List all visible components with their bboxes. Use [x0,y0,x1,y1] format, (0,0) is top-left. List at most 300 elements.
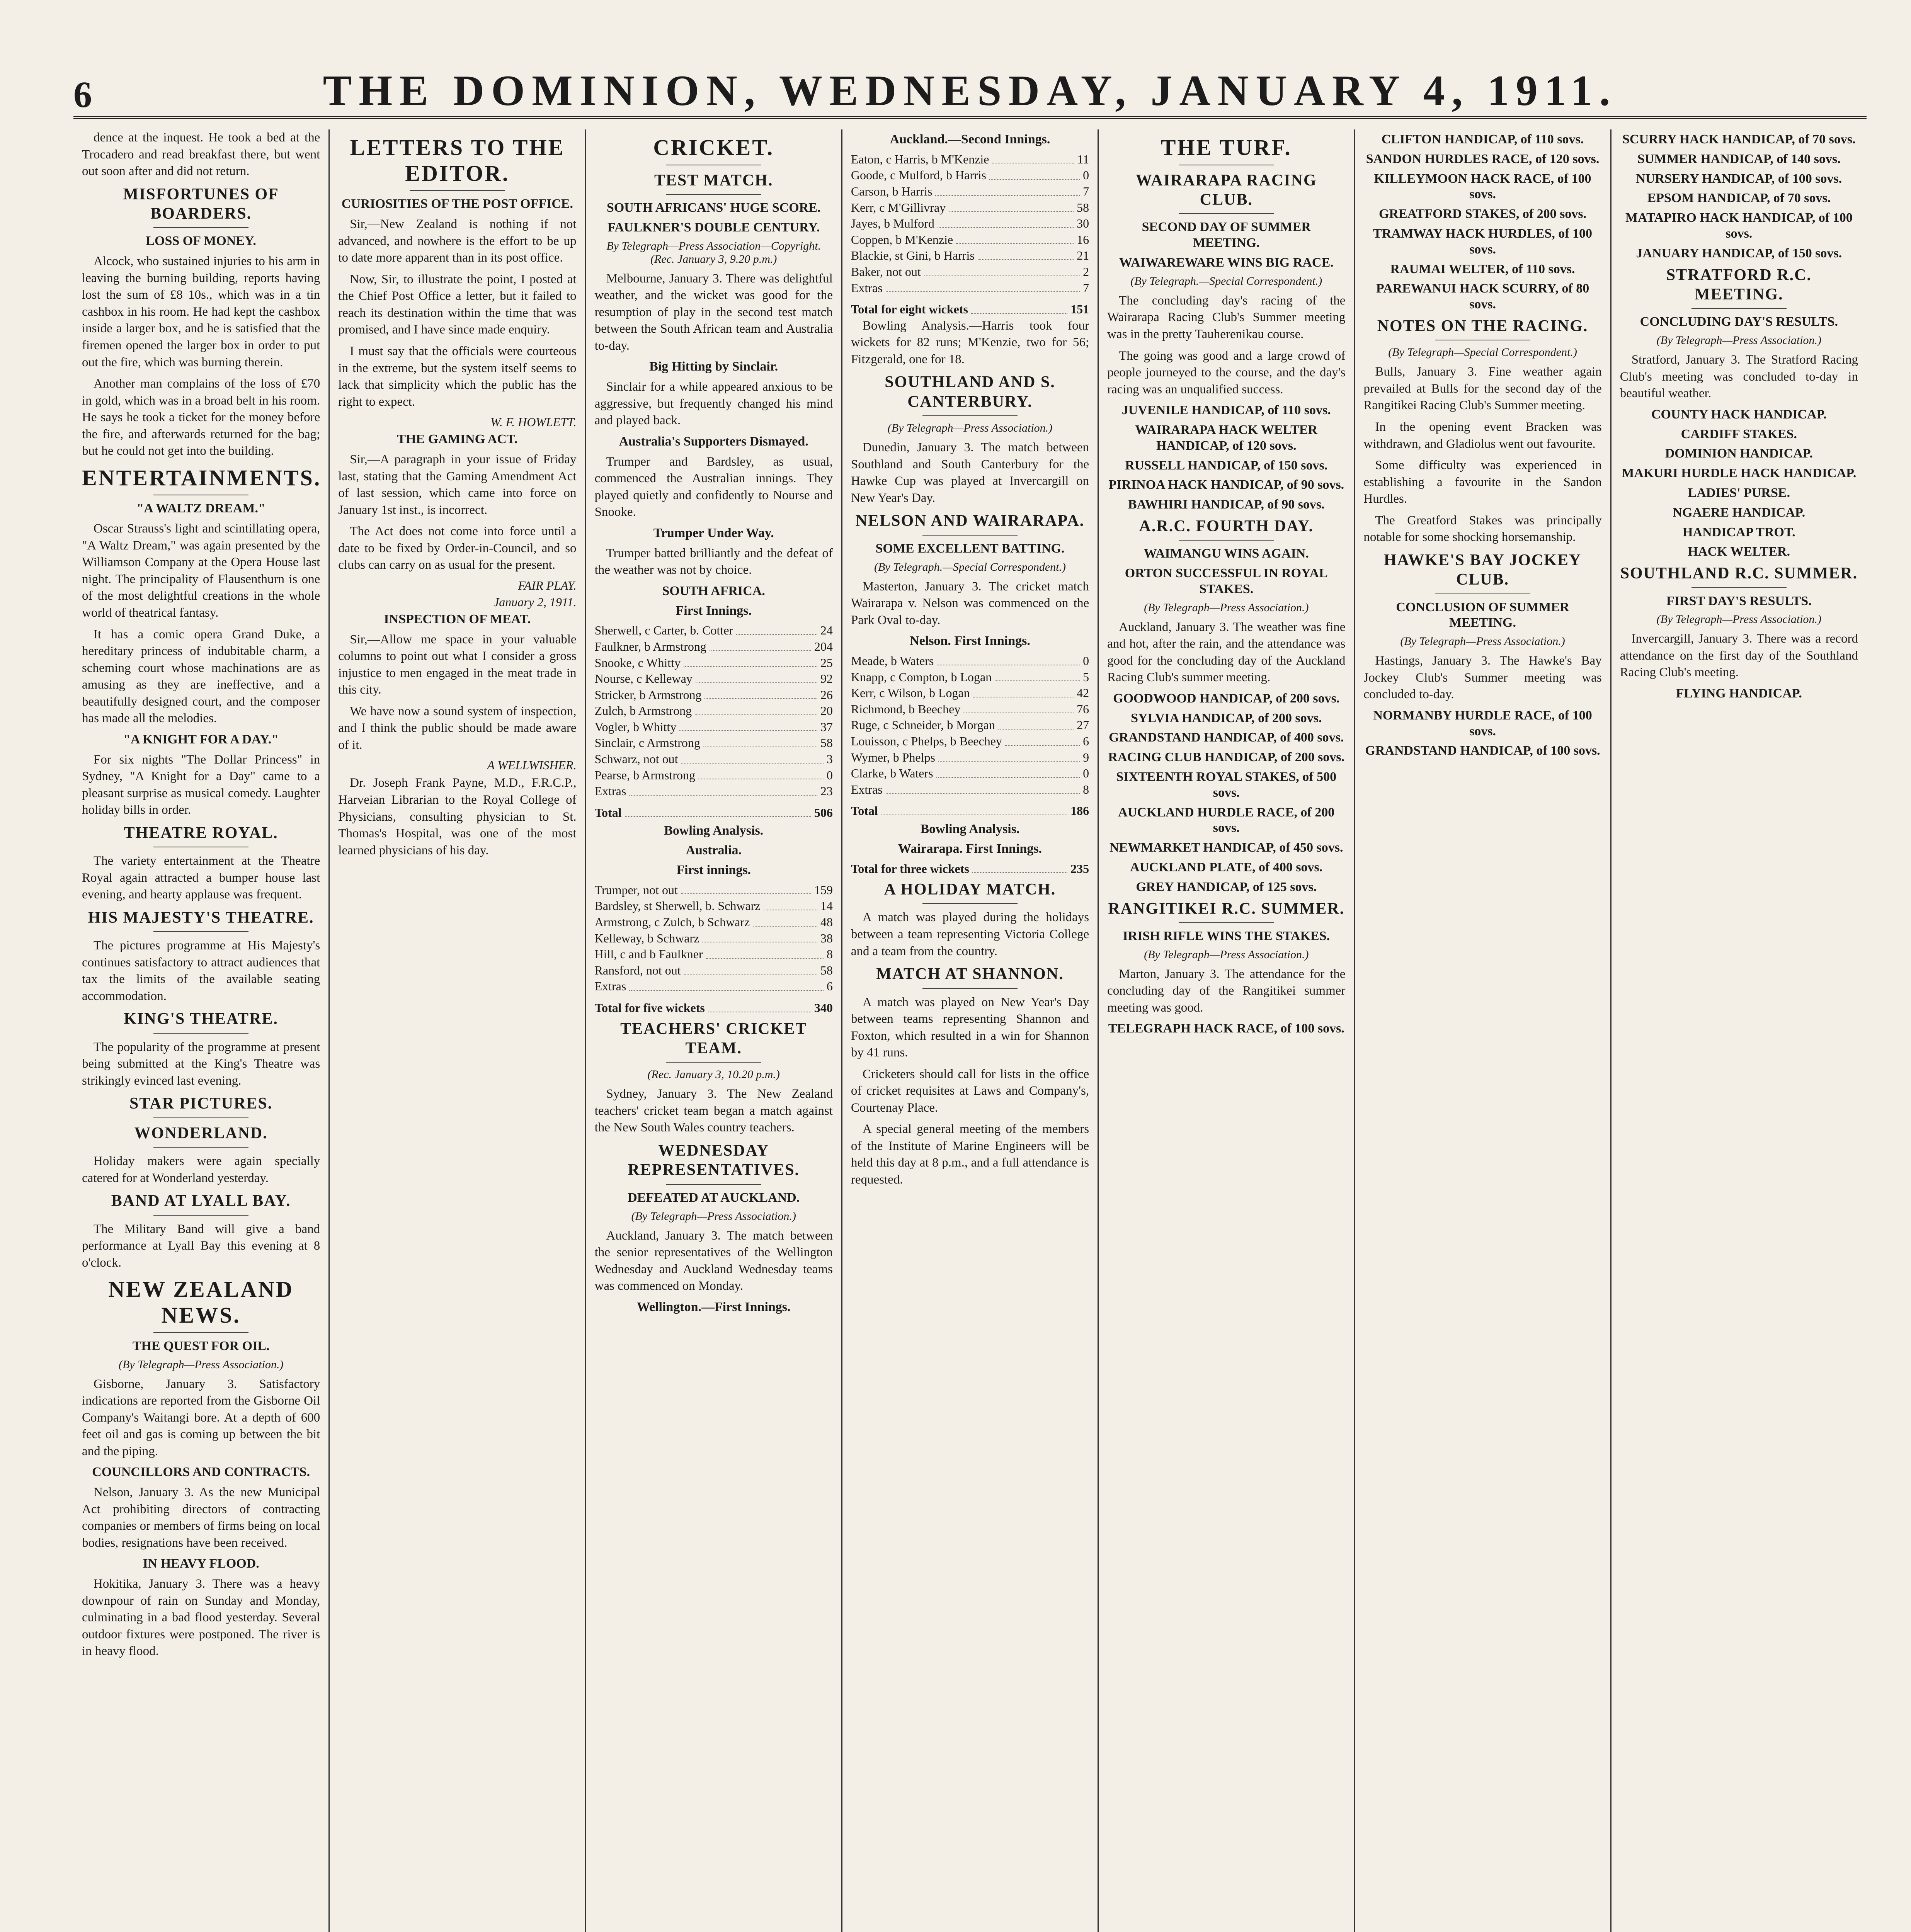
byline: (By Telegraph—Press Association.) [1400,635,1565,648]
headline: WONDERLAND. [134,1124,268,1142]
paragraph: Melbourne, January 3. There was delightful weather, and the wicket was good for the resumption of play in the second test match between the South African team and Australia to-day. [594,271,833,353]
subheadline: KILLEYMOON HACK RACE, of 100 sovs. [1374,171,1591,202]
subheadline: SOUTH AFRICANS' HUGE SCORE. [606,201,821,215]
subheadline: Bowling Analysis. [664,823,764,838]
total-value: 186 [1070,804,1089,818]
paragraph: The popularity of the programme at present being submitted at the King's Theatre was strikingly evinced last evening. [82,1040,320,1088]
subheadline: COUNCILLORS AND CONTRACTS. [92,1465,310,1480]
subheadline: LADIES' PURSE. [1688,485,1790,500]
total-value: 340 [814,1000,833,1015]
subheadline: GRANDSTAND HANDICAP, of 100 sovs. [1365,743,1600,758]
byline: By Telegraph—Press Association—Copyright. (Rec. January 3, 9.20 p.m.) [606,239,821,265]
runs: 8 [1083,782,1089,796]
runs: 27 [1077,718,1089,732]
subheadline: WAIRARAPA HACK WELTER HANDICAP, of 120 sovs. [1135,422,1318,453]
batsman: Kerr, c Wilson, b Logan [851,686,970,700]
paragraph: The variety entertainment at the Theatre Royal again attracted a bumper house last evening, and hearty applause was frequent. [82,854,320,902]
subheadline: COUNTY HACK HANDICAP. [1651,407,1827,422]
signature: January 2, 1911. [493,595,577,609]
batsman: Knapp, c Compton, b Logan [851,670,992,684]
runs: 9 [1083,750,1089,764]
batsman: Clarke, b Waters [851,766,933,781]
subheadline: Big Hitting by Sinclair. [649,359,778,374]
headline: WAIRARAPA RACING CLUB. [1135,171,1317,209]
paragraph: Hastings, January 3. The Hawke's Bay Jockey Club's Summer meeting was concluded to-day. [1363,654,1602,702]
runs: 14 [820,899,833,913]
runs: 26 [820,687,833,702]
score-total [851,301,1089,318]
score-row [595,719,833,735]
runs: 58 [1077,200,1089,214]
headline: NOTES ON THE RACING. [1377,317,1588,335]
score-row [595,687,833,703]
subheadline: PIRINOA HACK HANDICAP, of 90 sovs. [1108,478,1344,492]
subheadline: GREY HANDICAP, of 125 sovs. [1136,879,1317,894]
paragraph: Marton, January 3. The attendance for the concluding day of the Rangitikei summer meeting was good. [1107,967,1346,1015]
paragraph: Another man complains of the loss of £70 in gold, which was in a broad belt in his room. He says he took a ticket for the money before the fire, and afterwards returned for the bag; but he could not get into the building. [82,377,320,458]
paragraph: We have now a sound system of inspection, and I think the public should be made aware of it. [338,704,577,752]
column-6 [1355,129,1611,1932]
runs: 42 [1077,686,1089,700]
batsman: Meade, b Waters [851,653,934,668]
score-table [851,151,1089,296]
paragraph: Sir,—Allow me space in your valuable columns to point out what I consider a gross injustice to men engaged in the meat trade in this city. [338,632,577,697]
paragraph: It has a comic opera Grand Duke, a hereditary princess of indubitable charm, a scheming court whose machinations are as amusing as they are ineffective, and a beautifully designed court, and the composer has made all the melodies. [82,627,320,726]
subheadline: THE GAMING ACT. [397,432,518,447]
batsman: Louisson, c Phelps, b Beechey [851,734,1002,748]
score-row [595,978,833,995]
subheadline: RACING CLUB HANDICAP, of 200 sovs. [1108,750,1345,765]
divider [153,1215,249,1216]
subheadline: SIXTEENTH ROYAL STAKES, of 500 sovs. [1116,770,1337,800]
page-number: 6 [73,74,92,115]
batsman: Trumper, not out [594,883,678,897]
score-table [595,882,833,995]
signature: W. F. HOWLETT. [490,415,577,429]
runs: 8 [826,947,833,961]
subheadline: MATAPIRO HACK HANDICAP, of 100 sovs. [1625,211,1853,241]
runs: 0 [1083,766,1089,781]
subheadline: DEFEATED AT AUCKLAND. [628,1190,800,1205]
subheadline: ORTON SUCCESSFUL IN ROYAL STAKES. [1125,566,1328,596]
headline: TEACHERS' CRICKET TEAM. [620,1020,807,1057]
column-7 [1612,129,1867,1932]
headline: HIS MAJESTY'S THEATRE. [88,908,314,927]
total-value: 506 [814,805,833,820]
runs: 159 [814,883,833,897]
runs: 38 [820,931,833,945]
subheadline: CONCLUSION OF SUMMER MEETING. [1396,600,1569,630]
subheadline: Bowling Analysis. [920,821,1020,836]
runs: 5 [1083,670,1089,684]
masthead [73,58,1867,119]
runs: 48 [820,915,833,929]
headline: TEST MATCH. [654,171,773,189]
headline: HAWKE'S BAY JOCKEY CLUB. [1383,551,1582,589]
score-row [851,685,1089,701]
paragraph: Bowling Analysis.—Harris took four wickets for 82 runs; M'Kenzie, two for 56; Fitzgerald, one for 18. [851,318,1089,366]
paragraph: Sinclair for a while appeared anxious to be aggressive, but frequently changed his mind and played back. [594,380,833,428]
subheadline: SOME EXCELLENT BATTING. [875,541,1065,556]
divider [153,1033,249,1034]
paragraph: Alcock, who sustained injuries to his arm in leaving the burning building, reports having lost the sum of £8 10s., which was in a tin cashbox in his room. He had kept the cashbox inside a larger box, and he is satisfied that the firemen opened the larger box in order to put out the fire, which was burning therein. [82,254,320,369]
subheadline: CARDIFF STAKES. [1681,427,1797,441]
total-label: Total for eight wickets [851,302,968,316]
runs: 76 [1077,702,1089,716]
batsman: Ransford, not out [594,963,681,977]
paragraph: The concluding day's racing of the Wairarapa Racing Club's Summer meeting was in the pretty Tauherenikau course. [1107,293,1346,341]
subheadline: CONCLUDING DAY'S RESULTS. [1640,315,1838,329]
subheadline: MAKURI HURDLE HACK HANDICAP. [1622,466,1857,481]
subheadline: RUSSELL HANDICAP, of 150 sovs. [1125,458,1328,473]
divider [922,903,1018,904]
divider [1179,213,1274,214]
divider [1179,540,1274,541]
batsman: Faulkner, b Armstrong [594,639,706,653]
score-row [851,200,1089,216]
runs: 16 [1077,232,1089,247]
paragraph: I must say that the officials were courteous in the extreme, but the system itself seems to lack that simplicity which the public has the right to expect. [338,344,577,409]
score-row [851,733,1089,750]
batsman: Snooke, c Whitty [594,655,681,670]
masthead-title: THE DOMINION, WEDNESDAY, JANUARY 4, 1911. [323,67,1617,115]
section-heading: LETTERS TO THE EDITOR. [350,135,565,186]
subheadline: BAWHIRI HANDICAP, of 90 sovs. [1128,497,1325,512]
subheadline: NURSERY HANDICAP, of 100 sovs. [1636,171,1842,186]
score-row [595,671,833,687]
headline: STAR PICTURES. [129,1095,273,1113]
headline: THEATRE ROYAL. [124,824,278,842]
batsman: Richmond, b Beechey [851,702,961,716]
paragraph: The pictures programme at His Majesty's continues satisfactory to attract audiences that tax the limits of the available seating accommodation. [82,939,320,1003]
paragraph: Dunedin, January 3. The match between Southland and South Canterbury for the Hawke Cup was played at Invercargill on New Year's Day. [851,440,1089,505]
batsman: Extras [851,782,883,796]
byline: (By Telegraph—Press Association.) [118,1358,284,1371]
batsman: Jayes, b Mulford [851,216,934,231]
divider [666,194,761,195]
subheadline: INSPECTION OF MEAT. [384,612,531,626]
byline: (By Telegraph—Press Association.) [887,422,1053,435]
batsman: Nourse, c Kelleway [594,672,693,686]
batsman: Stricker, b Armstrong [594,687,702,702]
paragraph: Sir,—New Zealand is nothing if not advanced, and nowhere is the effort to be up to date more apparent than in its post office. [338,217,577,265]
batsman: Extras [851,281,883,295]
column-3 [586,129,842,1932]
score-row [595,639,833,655]
subheadline: IRISH RIFLE WINS THE STAKES. [1123,929,1330,944]
runs: 0 [826,768,833,782]
batsman: Goode, c Mulford, b Harris [851,168,986,182]
subheadline: FIRST DAY'S RESULTS. [1666,594,1812,608]
headline: A HOLIDAY MATCH. [884,881,1056,899]
subheadline: SANDON HURDLES RACE, of 120 sovs. [1366,151,1600,166]
columns [73,129,1867,1932]
divider [153,1332,249,1333]
paragraph: Stratford, January 3. The Stratford Racing Club's meeting was concluded to-day in beautiful weather. [1620,353,1858,401]
paragraph: A special general meeting of the members of the Institute of Marine Engineers will be held this day at 8 p.m., and a full attendance is requested. [851,1122,1089,1187]
runs: 37 [820,719,833,734]
batsman: Kelleway, b Schwarz [594,931,699,945]
subheadline: AUCKLAND HURDLE RACE, of 200 sovs. [1118,805,1335,835]
subheadline: SECOND DAY OF SUMMER MEETING. [1142,220,1311,250]
paragraph: The going was good and a large crowd of people journeyed to the course, and the day's racing was an unqualified success. [1107,349,1346,396]
runs: 58 [820,963,833,977]
subheadline: HACK WELTER. [1688,544,1790,559]
score-total [851,803,1089,819]
paragraph: In the opening event Bracken was withdrawn, and Gladiolus went out favourite. [1363,420,1602,451]
score-row [851,765,1089,782]
runs: 24 [820,623,833,638]
batsman: Carson, b Harris [851,184,933,198]
score-row [851,280,1089,296]
score-row [851,232,1089,248]
subheadline: SYLVIA HANDICAP, of 200 sovs. [1131,711,1322,725]
byline: (Rec. January 3, 10.20 p.m.) [647,1068,780,1081]
paragraph: Oscar Strauss's light and scintillating opera, "A Waltz Dream," was again presented by the Williamson Company at the Opera House last night. The principality of Flausenthurn is one of the most delightful creations in the whole world of theatrical fantasy. [82,522,320,620]
paragraph: Holiday makers were again specially catered for at Wonderland yesterday. [82,1154,320,1185]
batsman: Bardsley, st Sherwell, b. Schwarz [594,899,761,913]
divider [153,1117,249,1118]
total-value: 151 [1070,302,1089,316]
subheadline: LOSS OF MONEY. [146,234,256,248]
score-row [595,622,833,639]
runs: 11 [1077,152,1089,166]
subheadline: SUMMER HANDICAP, of 140 sovs. [1637,151,1841,166]
score-row [851,653,1089,669]
score-table [595,622,833,799]
score-row [595,946,833,963]
score-row [851,248,1089,264]
paragraph: Hokitika, January 3. There was a heavy downpour of rain on Sunday and Monday, culminating in a bad flood yesterday. Several outdoor fixtures were postponed. The river is in heavy flood. [82,1577,320,1658]
subheadline: THE QUEST FOR OIL. [132,1338,270,1353]
subheadline: IN HEAVY FLOOD. [143,1556,259,1571]
column-4 [842,129,1099,1932]
runs: 2 [1083,264,1089,279]
subheadline: RAUMAI WELTER, of 110 sovs. [1390,262,1575,276]
paragraph: Nelson, January 3. As the new Municipal Act prohibiting directors of contracting companies or members of firms being on local bodies, resignations have been received. [82,1485,320,1550]
runs: 30 [1077,216,1089,231]
subheadline: CLIFTON HANDICAP, of 110 sovs. [1381,132,1584,146]
subheadline: Wairarapa. First Innings. [898,841,1042,856]
paragraph: A match was played on New Year's Day between teams representing Shannon and Foxton, which resulted in a win for Shannon by 41 runs. [851,995,1089,1060]
runs: 21 [1077,248,1089,263]
score-row [595,735,833,751]
column-5 [1099,129,1355,1932]
batsman: Hill, c and b Faulkner [594,947,703,961]
signature: A WELLWISHER. [487,758,577,772]
subheadline: JUVENILE HANDICAP, of 110 sovs. [1121,403,1331,418]
runs: 7 [1083,184,1089,198]
byline: (By Telegraph—Special Correspondent.) [1388,346,1577,359]
score-row [851,669,1089,685]
score-row [851,701,1089,718]
paragraph: Now, Sir, to illustrate the point, I posted at the Chief Post Office a letter, but it failed to reach its destination within the time that was promised, and I have since made enquiry. [338,272,577,337]
batsman: Pearse, b Armstrong [594,768,695,782]
paragraph: Auckland, January 3. The weather was fine and hot, after the rain, and the attendance was good for the concluding day of the Auckland Racing Club's summer meeting. [1107,620,1346,685]
batsman: Vogler, b Whitty [594,719,677,734]
section-heading: NEW ZEALAND NEWS. [108,1277,294,1328]
runs: 204 [814,639,833,653]
section-heading: THE TURF. [1161,135,1292,160]
headline: SOUTHLAND R.C. SUMMER. [1620,565,1858,583]
score-row [595,914,833,930]
byline: (By Telegraph—Press Association.) [1656,613,1822,626]
score-row [851,184,1089,200]
divider [922,415,1018,416]
subheadline: Trumper Under Way. [653,526,774,540]
headline: KING'S THEATRE. [124,1010,278,1028]
byline: (By Telegraph—Press Association.) [1144,948,1309,961]
section-heading: CRICKET. [653,135,774,160]
paragraph: Trumper batted brilliantly and the defeat of the weather was not by choice. [594,546,833,577]
divider [922,988,1018,989]
batsman: Eaton, c Harris, b M'Kenzie [851,152,989,166]
subheadline: TELEGRAPH HACK RACE, of 100 sovs. [1108,1021,1344,1036]
subheadline: Auckland.—Second Innings. [890,132,1050,146]
score-row [851,750,1089,766]
subheadline: Wellington.—First Innings. [636,1299,791,1314]
headline: NELSON AND WAIRARAPA. [855,512,1085,530]
subheadline: CURIOSITIES OF THE POST OFFICE. [341,197,573,211]
runs: 7 [1083,281,1089,295]
paragraph: Masterton, January 3. The cricket match Wairarapa v. Nelson was commenced on the Park Oval to-day. [851,579,1089,627]
headline: MATCH AT SHANNON. [876,965,1064,983]
batsman: Armstrong, c Zulch, b Schwarz [594,915,750,929]
score-row [595,703,833,719]
batsman: Sinclair, c Armstrong [594,736,700,750]
score-row [851,216,1089,232]
subheadline: AUCKLAND PLATE, of 400 sovs. [1130,860,1323,875]
runs: 6 [826,979,833,993]
runs: 6 [1083,734,1089,748]
total-value: 235 [1070,861,1089,876]
subheadline: SOUTH AFRICA. [662,583,765,598]
batsman: Extras [594,784,626,798]
paragraph: dence at the inquest. He took a bed at the Trocadero and read breakfast there, but went out soon after and did not return. [82,131,320,179]
divider [153,1147,249,1148]
score-row [595,655,833,671]
subheadline: NEWMARKET HANDICAP, of 450 sovs. [1110,840,1343,855]
runs: 58 [820,736,833,750]
score-row [595,898,833,914]
headline: WEDNESDAY REPRESENTATIVES. [628,1142,800,1179]
divider [666,1062,761,1063]
column-1 [73,129,330,1932]
subheadline: PAREWANUI HACK SCURRY, of 80 sovs. [1376,281,1589,312]
runs: 92 [820,672,833,686]
paragraph: Some difficulty was experienced in establishing a favourite in the Sandon Hurdles. [1363,458,1602,506]
divider [153,227,249,228]
paragraph: The Military Band will give a band performance at Lyall Bay this evening at 8 o'clock. [82,1222,320,1270]
total-label: Total for three wickets [851,861,969,876]
subheadline: Nelson. First Innings. [910,634,1030,648]
batsman: Ruge, c Schneider, b Morgan [851,718,995,732]
section-heading: ENTERTAINMENTS. [82,465,322,490]
score-table [851,653,1089,798]
divider [666,1184,761,1185]
subheadline: SCURRY HACK HANDICAP, of 70 sovs. [1622,132,1856,146]
paragraph: For six nights "The Dollar Princess" in Sydney, "A Knight for a Day" came to a pleasant surprise as musical comedy. Laughter holiday bills in order. [82,752,320,817]
subheadline: NORMANBY HURDLE RACE, of 100 sovs. [1373,708,1592,738]
subheadline: FLYING HANDICAP. [1676,686,1802,701]
batsman: Schwarz, not out [594,752,678,766]
paragraph: Bulls, January 3. Fine weather again prevailed at Bulls for the second day of the Rangitikei Racing Club's Summer meeting. [1363,365,1602,413]
runs: 3 [826,752,833,766]
batsman: Kerr, c M'Gillivray [851,200,946,214]
subheadline: DOMINION HANDICAP. [1665,446,1813,461]
divider [922,535,1018,536]
headline: RANGITIKEI R.C. SUMMER. [1108,900,1345,918]
paragraph: The Act does not come into force until a date to be fixed by Order-in-Council, and so clubs can carry on as usual for the present. [338,524,577,572]
subheadline: Australia. [686,843,742,858]
score-total [851,861,1089,877]
column-2 [330,129,586,1932]
subheadline: JANUARY HANDICAP, of 150 sovs. [1636,246,1842,260]
paragraph: Sir,—A paragraph in your issue of Friday last, stating that the Gaming Amendment Act of last session, which came into force on January 1st inst., is incorrect. [338,452,577,517]
score-row [595,882,833,898]
paragraph: A match was played during the holidays between a team representing Victoria College and a team from the country. [851,910,1089,958]
headline: A.R.C. FOURTH DAY. [1139,517,1314,535]
score-row [851,264,1089,280]
divider [1179,922,1274,923]
subheadline: WAIWAREWARE WINS BIG RACE. [1119,255,1334,270]
score-row [595,963,833,979]
batsman: Wymer, b Phelps [851,750,935,764]
headline: STRATFORD R.C. MEETING. [1666,266,1812,303]
runs: 25 [820,655,833,670]
byline: (By Telegraph.—Special Correspondent.) [1130,274,1322,287]
subheadline: NGAERE HANDICAP. [1673,505,1805,520]
batsman: Blackie, st Gini, b Harris [851,248,975,263]
batsman: Coppen, b M'Kenzie [851,232,953,247]
score-row [851,151,1089,168]
score-row [595,767,833,784]
score-total [595,805,833,821]
divider [1691,308,1787,309]
subheadline: GOODWOOD HANDICAP, of 200 sovs. [1113,691,1340,706]
subheadline: GRANDSTAND HANDICAP, of 400 sovs. [1109,730,1344,745]
subheadline: First Innings. [676,603,752,618]
batsman: Zulch, b Armstrong [594,704,692,718]
score-row [851,782,1089,798]
runs: 0 [1083,653,1089,668]
paragraph: Cricketers should call for lists in the office of cricket requisites at Laws and Company's, Courtenay Place. [851,1067,1089,1115]
subheadline: "A KNIGHT FOR A DAY." [123,732,279,747]
total-label: Total for five wickets [594,1000,705,1015]
paragraph: Sydney, January 3. The New Zealand teachers' cricket team began a match against the New South Wales country teachers. [594,1087,833,1135]
batsman: Baker, not out [851,264,921,279]
subheadline: WAIMANGU WINS AGAIN. [1144,546,1309,561]
headline: MISFORTUNES OF BOARDERS. [123,185,279,223]
total-label: Total [851,804,878,818]
paragraph: Trumper and Bardsley, as usual, commenced the Australian innings. They played quietly and confidently to Nourse and Snooke. [594,454,833,519]
headline: BAND AT LYALL BAY. [111,1192,291,1210]
divider [1691,587,1787,588]
score-row [595,751,833,767]
subheadline: HANDICAP TROT. [1683,525,1795,539]
batsman: Extras [594,979,626,993]
divider [410,190,505,191]
subheadline: EPSOM HANDICAP, of 70 sovs. [1647,191,1831,206]
paragraph: Gisborne, January 3. Satisfactory indications are reported from the Gisborne Oil Company's Waitangi bore. At a depth of 600 feet oil and gas is coming up between the bit and the piping. [82,1377,320,1458]
subheadline: FAULKNER'S DOUBLE CENTURY. [607,220,820,235]
score-total [595,1000,833,1016]
runs: 0 [1083,168,1089,182]
batsman: Sherwell, c Carter, b. Cotter [594,623,733,638]
headline: SOUTHLAND AND S. CANTERBURY. [885,373,1055,411]
score-row [595,783,833,799]
score-row [595,930,833,947]
